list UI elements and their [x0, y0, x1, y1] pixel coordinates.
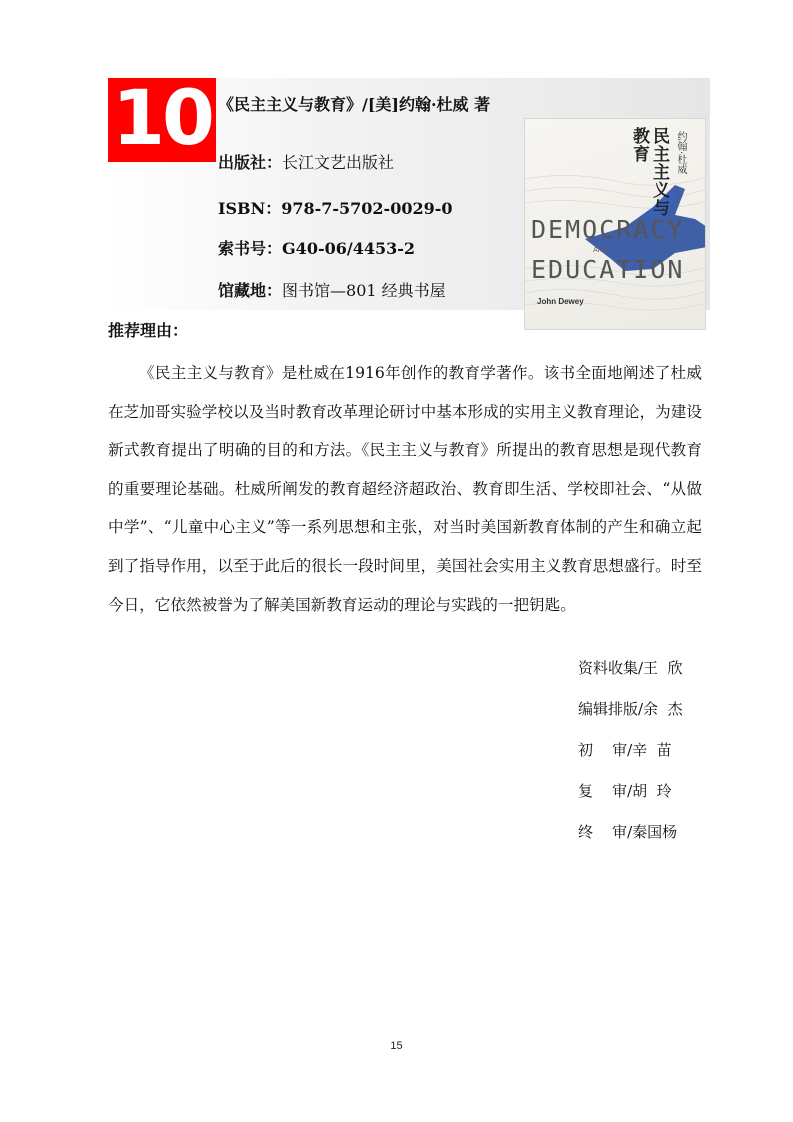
- credit-editor: 编辑排版/余 杰: [578, 700, 683, 718]
- recommendation-heading: 推荐理由：: [108, 321, 189, 340]
- entry-number: 10: [112, 73, 212, 162]
- location-value: 图书馆—801 经典书屋: [282, 281, 446, 300]
- cover-title-cn: 民主主义与教育: [629, 127, 669, 217]
- recommendation-body: 《民主主义与教育》是杜威在1916年创作的教育学著作。该书全面地阐述了杜威在芝加哥实验学校以及当时教育改革理论研讨中基本形成的实用主义教育理论，为建设新式教育提出了明确的目的和方法。《民主主义与教育》所提出的教育思想是现代教育的重要理论基础。杜威所阐发的教育超经济超政治、教育即生活、学校即社会、“从做中学”、“儿童中心主义”等一系列思想和主张，对当时美国新教育体制的产生和确立起到了指导作用，以至于此后的很长一段时间里，美国社会实用主义教育思想盛行。时至今日，它依然被誉为了解美国新教育运动的理论与实践的一把钥匙。: [108, 364, 702, 614]
- location-label: 馆藏地：: [218, 281, 283, 300]
- isbn-row: [218, 196, 453, 219]
- page-number: 15: [390, 1040, 403, 1052]
- isbn-label: ISBN：: [218, 199, 282, 218]
- credit-second-review: 复 审/胡 玲: [578, 782, 672, 800]
- credit-collector: 资料收集/王 欣: [578, 659, 683, 677]
- call-number-value: G40-06/4453-2: [282, 239, 415, 258]
- cover-title-en-1: DEMOCRACY: [531, 215, 685, 244]
- publisher-row: [218, 150, 394, 173]
- publisher-value: 长江文艺出版社: [282, 153, 395, 172]
- call-number-row: [218, 236, 415, 259]
- location-row: [218, 278, 446, 301]
- book-title-line: 《民主主义与教育》/[美]约翰·杜威 著: [218, 95, 491, 114]
- book-cover-image: [524, 118, 706, 330]
- cover-title-en-and: AND: [593, 247, 608, 254]
- cover-title-en-2: EDUCATION: [531, 255, 685, 284]
- call-number-label: 索书号：: [218, 239, 283, 258]
- cover-author-cn: 约翰·杜威: [675, 131, 686, 175]
- credit-final-review: 终 审/秦国杨: [578, 823, 678, 841]
- publisher-label: 出版社：: [218, 153, 283, 172]
- cover-author-en: John Dewey: [537, 297, 584, 306]
- credit-first-review: 初 审/辛 苗: [578, 741, 672, 759]
- credits-block: [578, 648, 683, 853]
- isbn-value: 978-7-5702-0029-0: [281, 199, 453, 218]
